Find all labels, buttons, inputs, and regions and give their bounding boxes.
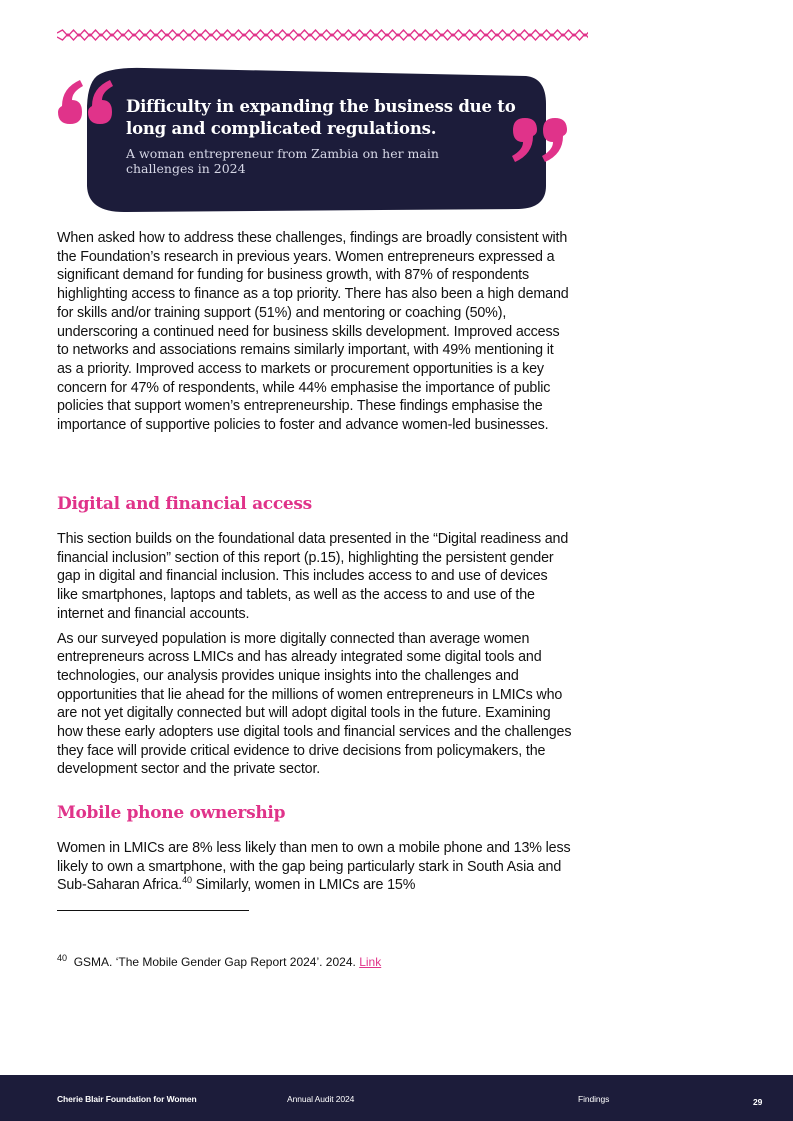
intro-paragraph: When asked how to address these challenges, findings are broadly consistent with the Foundation’s research in previous years. Women entrepreneurs expressed a significant demand for funding for business growth, with 87% of respondents highlighting access to finance as a top priority. There has also been a high demand for skills and/or training support (51%) and mentoring or coaching (50%), underscoring a continued need for business skills development. Improved access to networks and associations remains similarly important, with 49% mentioning it as a priority. Improved access to markets or procurement opportunities is a key concern for 47% of respondents, while 44% emphasise the importance of public policies that support women’s entrepreneurship. These findings emphasise the importance of supportive policies to foster and advance women-led businesses. — [57, 230, 569, 434]
footnote-link[interactable]: Link — [359, 955, 382, 969]
footnote-marker: 40 — [57, 953, 68, 963]
footer-organization: Cherie Blair Foundation for Women — [57, 1094, 197, 1104]
footnote — [57, 955, 381, 969]
footnote-divider — [57, 910, 249, 911]
mobile-paragraph — [57, 839, 572, 895]
footnote-reference[interactable]: 40 — [182, 875, 192, 886]
intro-paragraph-block — [57, 229, 572, 435]
mobile-paragraph-continuation: Similarly, women in LMICs are 15% — [191, 877, 416, 894]
digital-paragraph-1: This section builds on the foundational data presented in the “Digital readiness and financial inclusion” section of this report (p.15), highlighting the persistent gender gap in digital and financial inclusion. This includes access to and use of devices like smartphones, laptops and tablets, as well as the access to and use of the internet and financial accounts. — [57, 531, 569, 622]
footer-report-title: Annual Audit 2024 — [287, 1094, 355, 1104]
footnote-text: GSMA. ‘The Mobile Gender Gap Report 2024’. 2024. — [73, 955, 360, 969]
quote-callout — [54, 66, 574, 216]
quote-title: Difficulty in expanding the business due to long and complicated regulations. — [126, 97, 516, 138]
open-quote-icon — [54, 78, 118, 130]
mobile-paragraph-text: Women in LMICs are 8% less likely than men to own a mobile phone and 13% less likely to own a smartphone, with the gap being particularly stark in South Asia and Sub-Saharan Africa. — [57, 840, 571, 894]
quote-attribution: A woman entrepreneur from Zambia on her main challenges in 2024 — [126, 146, 439, 176]
digital-access-heading: Digital and financial access — [57, 494, 312, 514]
zigzag-divider — [57, 28, 588, 42]
page-number: 29 — [753, 1097, 763, 1107]
footer-section: Findings — [578, 1094, 610, 1104]
digital-paragraph-block — [57, 530, 572, 779]
mobile-ownership-heading: Mobile phone ownership — [57, 803, 286, 823]
page-footer — [0, 1075, 793, 1121]
digital-paragraph-2: As our surveyed population is more digitally connected than average women entrepreneurs across LMICs and has already integrated some digital tools and technologies, our analysis provides unique insights into the challenges and opportunities that lie ahead for the millions of women entrepreneurs in LMICs who are not yet digitally connected but will adopt digital tools in the future. Examining how these early adopters use digital tools and financial services and the challenges they face will provide critical evidence to drive decisions from policymakers, the development sector and the private sector. — [57, 630, 572, 778]
mobile-paragraph-block — [57, 839, 572, 895]
